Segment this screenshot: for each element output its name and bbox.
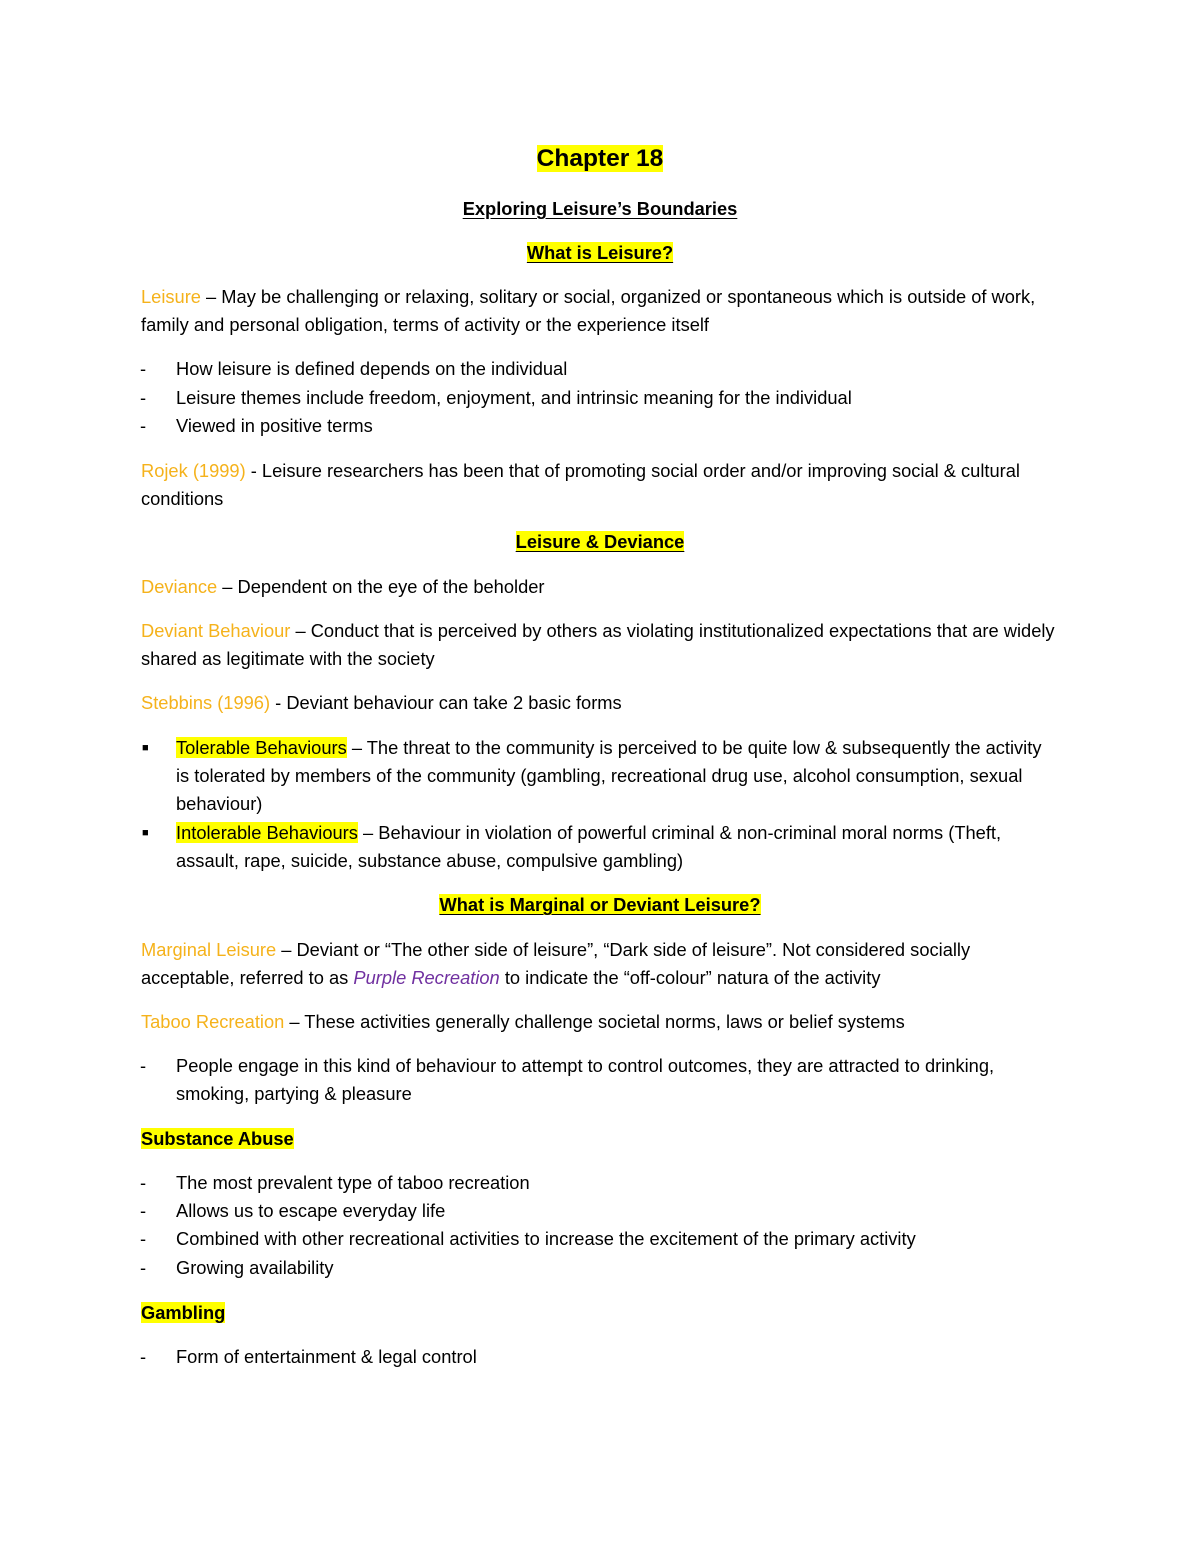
marginal-leisure-definition: Marginal Leisure – Deviant or “The other side of leisure”, “Dark side of leisure”. Not considered socially acceptable, referred to as Purple Recreation to indicate the “off-colour” natura of the activity <box>141 939 971 988</box>
list-item: - How leisure is defined depends on the individual <box>140 358 568 379</box>
heading-what-is-leisure: What is Leisure? <box>526 242 674 263</box>
subtitle: Exploring Leisure’s Boundaries <box>462 198 738 219</box>
taboo-recreation-definition: Taboo Recreation – These activities generally challenge societal norms, laws or belief systems <box>141 1011 905 1032</box>
chapter-title: Chapter 18 <box>536 145 664 172</box>
heading-leisure-deviance: Leisure & Deviance <box>515 531 685 552</box>
list-item: - Allows us to escape everyday life <box>140 1200 446 1221</box>
heading-substance-abuse: Substance Abuse <box>141 1128 294 1149</box>
list-item: ■ Tolerable Behaviours – The threat to the community is perceived to be quite low & subsequently the activity is tolerated by members of the community (gambling, recreational drug use, alcohol consumption, sexual behaviour) <box>142 737 1042 814</box>
list-item: ■ Intolerable Behaviours – Behaviour in violation of powerful criminal & non-criminal moral norms (Theft, assault, rape, suicide, substance abuse, compulsive gambling) <box>142 822 1002 871</box>
list-item: - Growing availability <box>140 1257 334 1278</box>
list-item: - Viewed in positive terms <box>140 415 373 436</box>
list-item: - People engage in this kind of behaviour to attempt to control outcomes, they are attracted to drinking, smoking, partying & pleasure <box>140 1055 995 1104</box>
heading-gambling: Gambling <box>141 1302 226 1323</box>
stebbins-definition: Stebbins (1996) - Deviant behaviour can take 2 basic forms <box>141 692 622 713</box>
list-item: - Combined with other recreational activities to increase the excitement of the primary activity <box>140 1228 916 1249</box>
list-item: - Leisure themes include freedom, enjoyment, and intrinsic meaning for the individual <box>140 387 852 408</box>
heading-marginal-leisure: What is Marginal or Deviant Leisure? <box>439 894 761 915</box>
rojek-definition: Rojek (1999) - Leisure researchers has been that of promoting social order and/or improving social & cultural conditions <box>141 460 1020 509</box>
list-item: - The most prevalent type of taboo recreation <box>140 1172 530 1193</box>
deviant-behaviour-definition: Deviant Behaviour – Conduct that is perceived by others as violating institutionalized expectations that are widely shared as legitimate with the society <box>141 620 1055 669</box>
deviance-definition: Deviance – Dependent on the eye of the beholder <box>141 576 545 597</box>
list-item: - Form of entertainment & legal control <box>140 1346 477 1367</box>
leisure-definition: Leisure – May be challenging or relaxing, solitary or social, organized or spontaneous which is outside of work, family and personal obligation, terms of activity or the experience itself <box>141 286 1036 335</box>
